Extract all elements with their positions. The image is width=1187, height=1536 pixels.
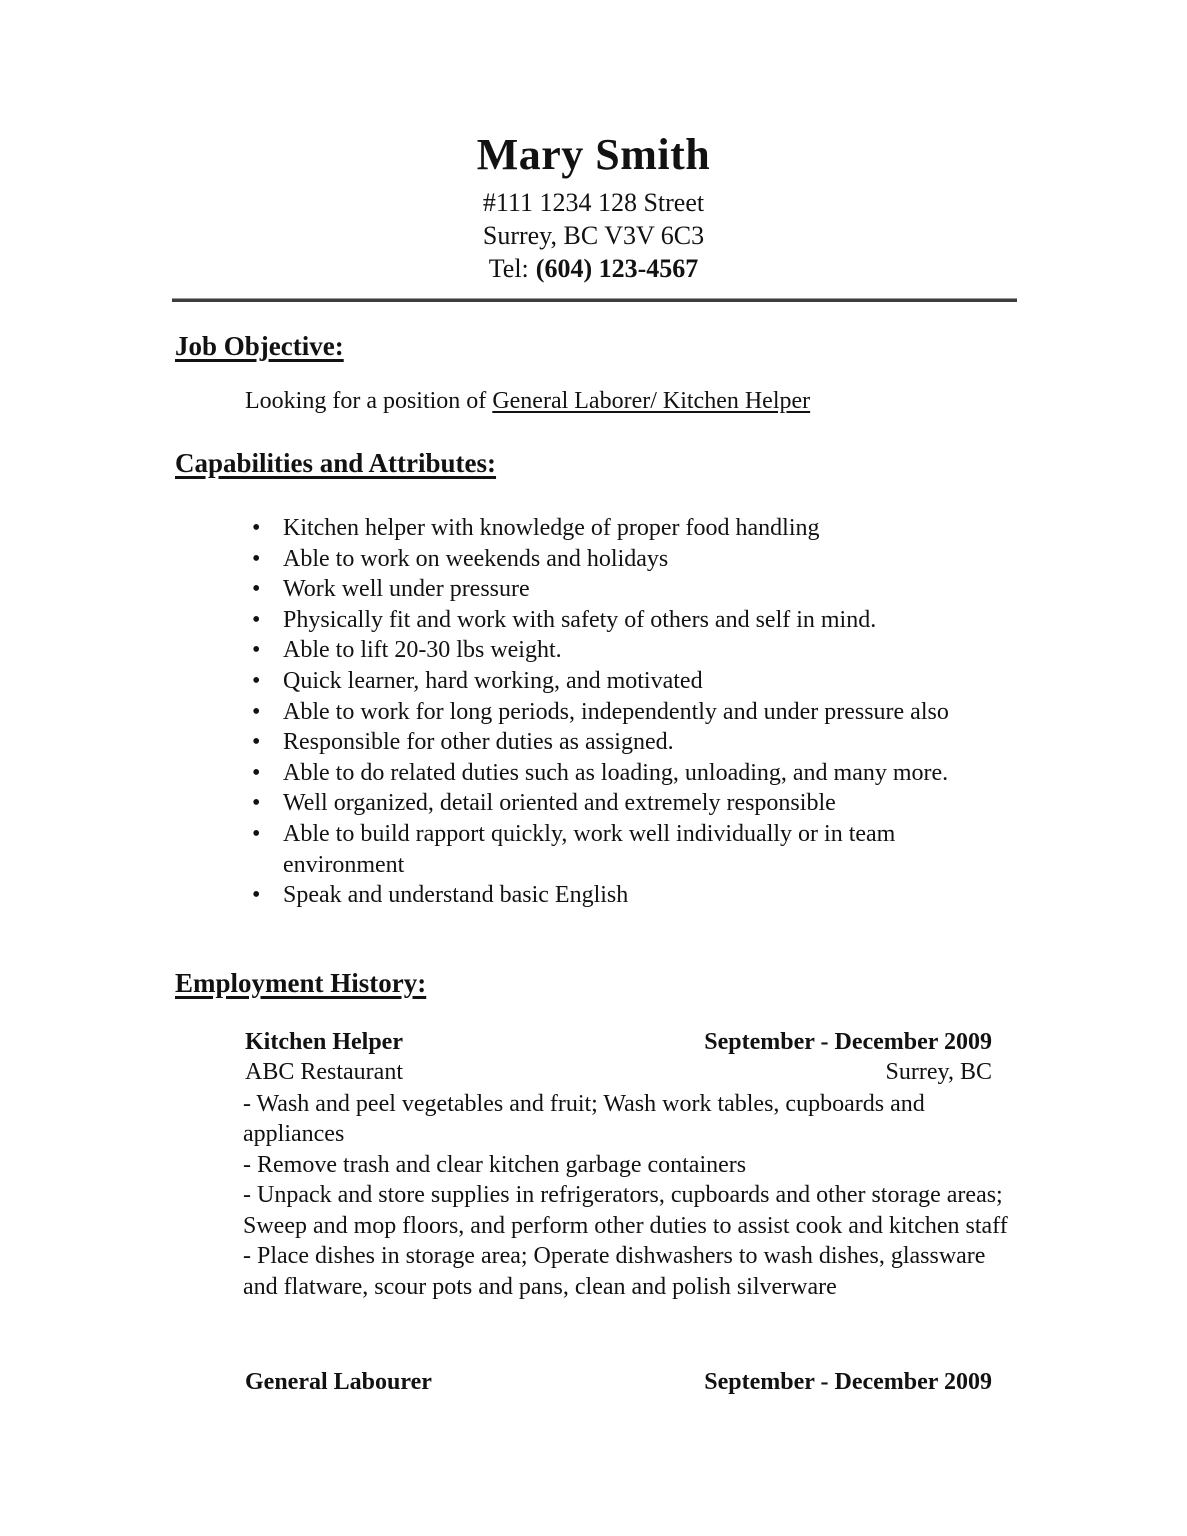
capability-item: • Able to work for long periods, independently and under pressure also — [283, 697, 1013, 728]
capabilities-section — [0, 447, 1187, 911]
job-duty: - Place dishes in storage area; Operate dishwashers to wash dishes, glassware and flatware, scour pots and pans, clean and polish silverware — [243, 1243, 986, 1300]
job-objective-section — [0, 330, 1187, 416]
capability-list — [0, 513, 1187, 911]
header-divider — [172, 298, 1017, 302]
job-company-row — [245, 1057, 992, 1087]
job-dates: September - December 2009 — [704, 1028, 992, 1055]
contact-address-line2: Surrey, BC V3V 6C3 — [482, 221, 705, 250]
job-duty: - Wash and peel vegetables and fruit; Wash work tables, cupboards and appliances — [243, 1090, 925, 1148]
contact-address-block — [0, 186, 1187, 285]
objective-text — [245, 386, 1037, 416]
job-entry-general-labourer — [245, 1367, 992, 1397]
job-location: Surrey, BC — [885, 1058, 992, 1085]
capability-item: • Physically fit and work with safety of others and self in mind. — [283, 605, 1013, 636]
capability-item: • Kitchen helper with knowledge of proper food handling — [283, 513, 1013, 544]
capability-item: • Able to lift 20-30 lbs weight. — [283, 635, 1013, 666]
section-heading-job-objective: Job Objective: — [175, 331, 344, 361]
contact-address-line1: #111 1234 128 Street — [482, 188, 705, 217]
job-entry-kitchen-helper — [245, 1027, 992, 1087]
job-title: Kitchen Helper — [245, 1028, 403, 1055]
contact-header — [0, 0, 1187, 285]
phone-label: Tel: — [488, 254, 529, 283]
job-duty: - Remove trash and clear kitchen garbage containers — [243, 1151, 747, 1178]
job-title-row — [245, 1027, 992, 1057]
capability-item: • Able to work on weekends and holidays — [283, 544, 1013, 575]
capability-item: • Well organized, detail oriented and extremely responsible — [283, 788, 1013, 819]
phone-number: (604) 123-4567 — [535, 254, 699, 283]
capability-item: • Able to do related duties such as loading, unloading, and many more. — [283, 758, 1013, 789]
objective-position: General Laborer/ Kitchen Helper — [492, 388, 811, 414]
contact-phone — [0, 252, 1187, 285]
capability-item: • Speak and understand basic English — [283, 880, 1013, 911]
job-duties — [243, 1089, 1015, 1303]
job-company: ABC Restaurant — [245, 1058, 403, 1085]
capability-item: • Able to build rapport quickly, work well individually or in team environment — [283, 819, 1013, 880]
capability-item: • Quick learner, hard working, and motivated — [283, 666, 1013, 697]
job-duty: - Unpack and store supplies in refrigerators, cupboards and other storage areas; Sweep and mop floors, and perform other duties to assist cook and kitchen staff — [243, 1182, 1008, 1239]
employment-history-section — [0, 967, 1187, 1398]
job-title-row — [245, 1367, 992, 1397]
section-heading-capabilities: Capabilities and Attributes: — [175, 448, 497, 478]
contact-name: Mary Smith — [476, 130, 711, 179]
capability-item: • Responsible for other duties as assigned. — [283, 727, 1013, 758]
capability-item: • Work well under pressure — [283, 574, 1013, 605]
objective-prefix: Looking for a position of — [245, 388, 487, 414]
section-heading-employment-history: Employment History: — [175, 967, 427, 998]
job-dates: September - December 2009 — [704, 1369, 992, 1396]
job-title: General Labourer — [245, 1369, 432, 1396]
